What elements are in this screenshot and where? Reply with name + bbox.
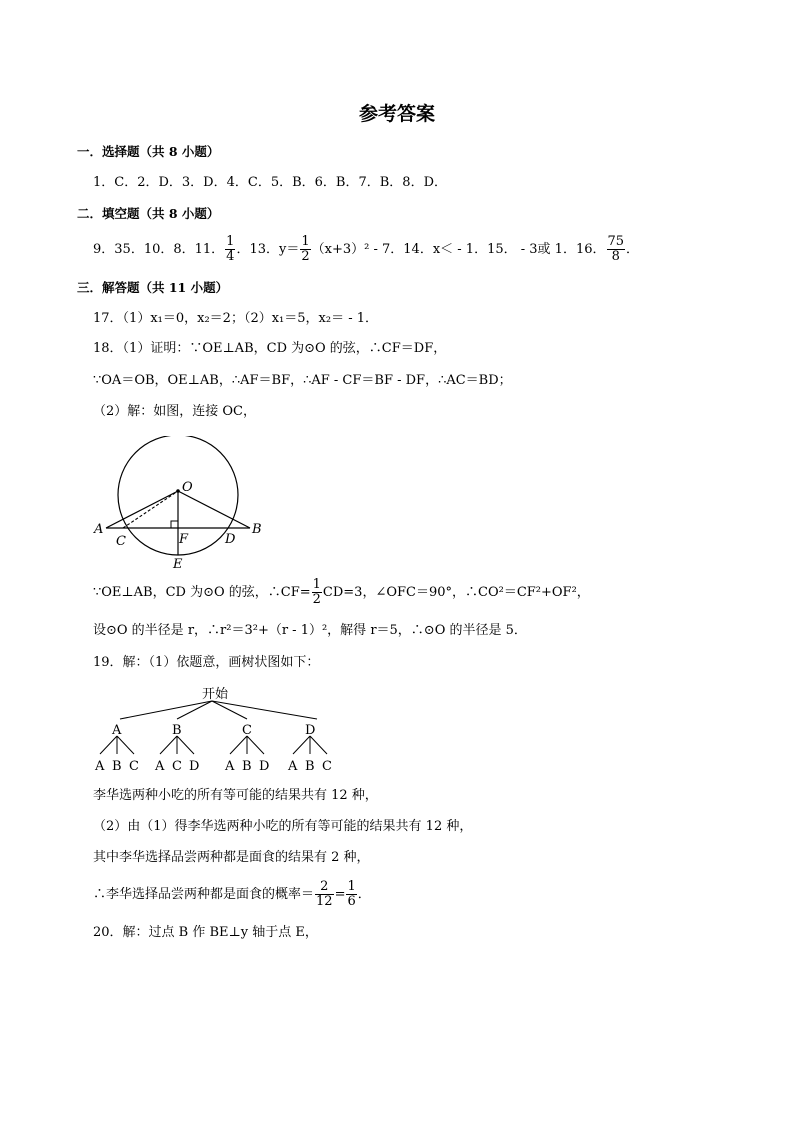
fill-pre: 9．35．10．8．11． [93, 242, 225, 257]
label-o: O [182, 480, 193, 495]
section-heading-choice: 一．选择题（共 8 小题） [77, 144, 220, 159]
tree-leaf: B [242, 759, 252, 774]
tree-leaf: C [172, 759, 182, 774]
fill-q13-number: ．13． [236, 242, 279, 257]
denominator: 6 [347, 894, 356, 909]
answer-q18-line5: 设⊙O 的半径是 r，∴r²＝3²+（r - 1）²，解得 r＝5，∴⊙O 的半径是 5． [93, 623, 527, 638]
denominator: 12 [316, 894, 333, 909]
q18-line4-part2: CD=3，∠OFC＝90°，∴CO²＝CF²+OF²， [322, 585, 590, 600]
answer-q19-line2: 李华选两种小吃的所有等可能的结果共有 12 种， [93, 788, 378, 803]
equals-sign: = [334, 887, 346, 902]
numerator: 1 [347, 879, 356, 894]
denominator: 8 [611, 249, 620, 264]
fill-end: ． [626, 242, 640, 257]
tree-leaf: A [288, 759, 298, 774]
fraction-2-12 [315, 880, 334, 909]
denominator: 2 [312, 592, 321, 607]
numerator: 1 [301, 234, 310, 249]
fraction-half [312, 578, 322, 607]
label-c: C [116, 534, 126, 549]
circle-figure [90, 436, 280, 576]
answer-q19-line5 [93, 880, 371, 910]
answer-q18-line2: ∵OA＝OB，OE⊥AB，∴AF＝BF，∴AF - CF＝BF - DF，∴AC＝BD； [93, 373, 512, 388]
tree-leaf: D [189, 759, 200, 774]
tree-leaf: B [112, 759, 122, 774]
tree-leaf: C [322, 759, 332, 774]
label-e: E [173, 557, 183, 572]
fill-q13-rest: （x+3）² - 7．14．x＜ - 1．15． - 3或 1．16． [311, 242, 606, 257]
section-heading-solve: 三．解答题（共 11 小题） [77, 280, 229, 295]
fraction-q13 [300, 235, 310, 264]
tree-diagram [90, 684, 340, 776]
tree-leaf: D [259, 759, 270, 774]
answers-fill [93, 235, 639, 265]
answer-q19-line1: 19．解：（1）依题意，画树状图如下： [93, 655, 320, 670]
q19-line5-part1: ∴李华选择品尝两种都是面食的概率＝ [93, 887, 315, 902]
answer-q18-line3: （2）解：如图，连接 OC， [93, 404, 257, 419]
tree-node-c: C [242, 723, 252, 738]
answer-q18-line1: 18．（1）证明：∵OE⊥AB，CD 为⊙O 的弦，∴CF＝DF， [93, 341, 447, 356]
point-o [176, 489, 180, 493]
tree-root: 开始 [202, 687, 229, 702]
tree-leaf: B [305, 759, 315, 774]
numerator: 1 [312, 577, 321, 592]
tree-node-a: A [112, 723, 122, 738]
answer-q19-line4: 其中李华选择品尝两种都是面食的结果有 2 种， [93, 850, 370, 865]
answers-choice: 1．C．2．D．3．D．4．C．5．B．6．B．7．B．8．D． [93, 175, 447, 190]
tree-node-b: B [172, 723, 182, 738]
label-a: A [94, 522, 104, 537]
label-f: F [179, 532, 189, 547]
page-title: 参考答案 [358, 103, 435, 125]
q19-line5-end: ． [357, 887, 371, 902]
line-oa [106, 491, 178, 528]
section-heading-fill: 二．填空题（共 8 小题） [77, 206, 220, 221]
answer-q19-line3: （2）由（1）得李华选两种小吃的所有等可能的结果共有 12 种， [93, 819, 473, 834]
denominator: 4 [226, 249, 235, 264]
numerator: 2 [315, 880, 334, 895]
denominator: 2 [301, 249, 310, 264]
q18-line4-part1: ∵OE⊥AB，CD 为⊙O 的弦，∴CF= [93, 585, 311, 600]
answer-q17: 17．（1）x₁＝0，x₂＝2；（2）x₁＝5，x₂＝ - 1． [93, 311, 378, 326]
right-angle-mark [171, 521, 178, 528]
numerator: 1 [226, 234, 235, 249]
fraction-q11 [225, 235, 235, 264]
label-b: B [252, 522, 262, 537]
fraction-q16 [607, 235, 626, 264]
tree-leaf: A [95, 759, 105, 774]
tree-node-d: D [305, 723, 316, 738]
line-ob [178, 491, 250, 528]
fill-q13-y: y＝ [279, 242, 300, 257]
answer-q18-line4 [93, 578, 590, 608]
fraction-1-6 [346, 880, 356, 909]
tree-leaf: A [155, 759, 165, 774]
tree-leaf: C [129, 759, 139, 774]
numerator: 75 [607, 234, 625, 249]
answer-q20-line1: 20．解：过点 B 作 BE⊥y 轴于点 E， [93, 925, 318, 940]
tree-leaf: A [225, 759, 235, 774]
label-d: D [225, 532, 236, 547]
line-oc-dashed [123, 491, 178, 528]
